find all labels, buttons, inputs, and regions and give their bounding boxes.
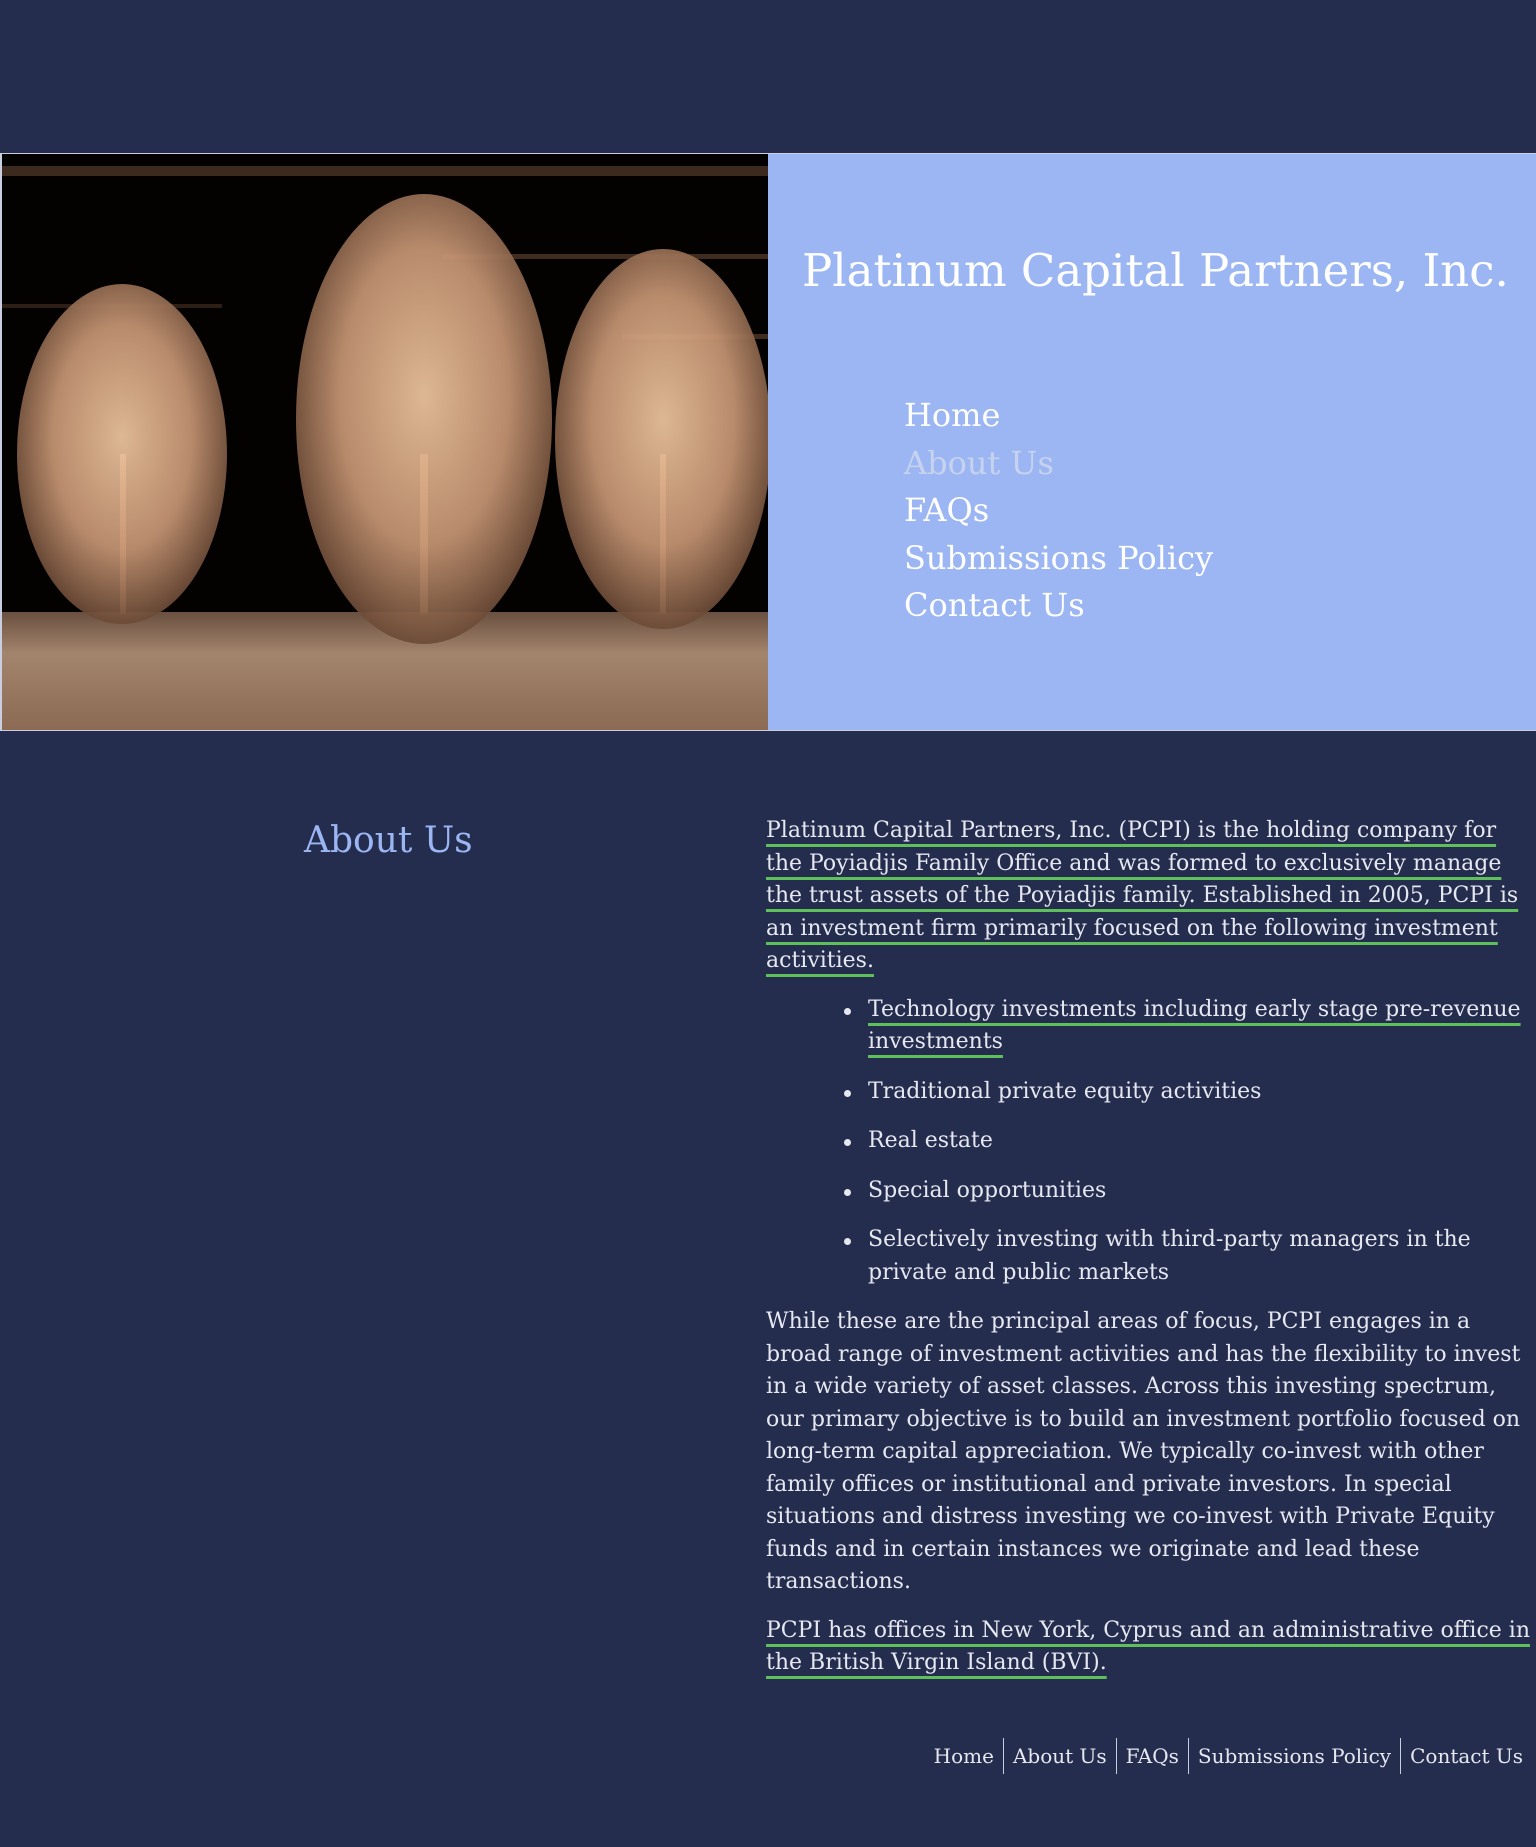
nav-faqs[interactable]: FAQs [904,491,990,529]
offices-paragraph [766,1615,1536,1680]
main-content [766,815,1536,1696]
site-title: Platinum Capital Partners, Inc. [802,244,1509,297]
footer-link-about-us[interactable]: About Us [1003,1738,1116,1774]
footer-link-submissions-policy[interactable]: Submissions Policy [1188,1738,1400,1774]
hero-image [0,154,768,730]
list-item: Selectively investing with third-party managers in the private and public markets [868,1224,1536,1289]
focus-list [868,994,1536,1290]
nav-submissions-policy[interactable]: Submissions Policy [904,538,1214,577]
main-nav [904,392,1213,630]
trees-artwork [2,154,768,730]
intro-paragraph [766,815,1536,978]
page-heading: About Us [304,820,473,861]
list-item-text: Technology investments including early stage pre-revenue investments [868,996,1521,1054]
footer-link-home[interactable]: Home [933,1744,994,1768]
nav-home[interactable]: Home [904,396,1001,434]
nav-contact-us[interactable]: Contact Us [904,586,1085,624]
focus-paragraph: While these are the principal areas of focus, PCPI engages in a broad range of investment activities and has the flexibility to invest in a wide variety of asset classes. Across this investing spectrum, our primary objective is to build an investment portfolio focused on long-term capital appreciation. We typically co-invest with other family offices or institutional and private investors. In special situations and distress investing we co-invest with Private Equity funds and in certain instances we originate and lead these transactions. [766,1309,1521,1594]
footer-link-contact-us[interactable]: Contact Us [1400,1738,1532,1774]
list-item: Special opportunities [868,1175,1536,1208]
intro-text: Platinum Capital Partners, Inc. (PCPI) is the holding company for the Poyiadjis Family Office and was formed to exclusively manage the trust assets of the Poyiadjis family. Established in 2005, PCPI is an investment firm primarily focused on the following investment activities. [766,818,1519,973]
brand-panel [768,154,1536,730]
list-item: Traditional private equity activities [868,1076,1536,1109]
list-item: Real estate [868,1125,1536,1158]
footer-nav [925,1738,1532,1774]
offices-text: PCPI has offices in New York, Cyprus and an administrative office in the British Virgin Island (BVI). [766,1617,1530,1675]
site-header [0,153,1536,731]
nav-about-us[interactable]: About Us [904,443,1054,482]
footer-link-faqs[interactable]: FAQs [1116,1738,1188,1774]
list-item [868,994,1536,1059]
